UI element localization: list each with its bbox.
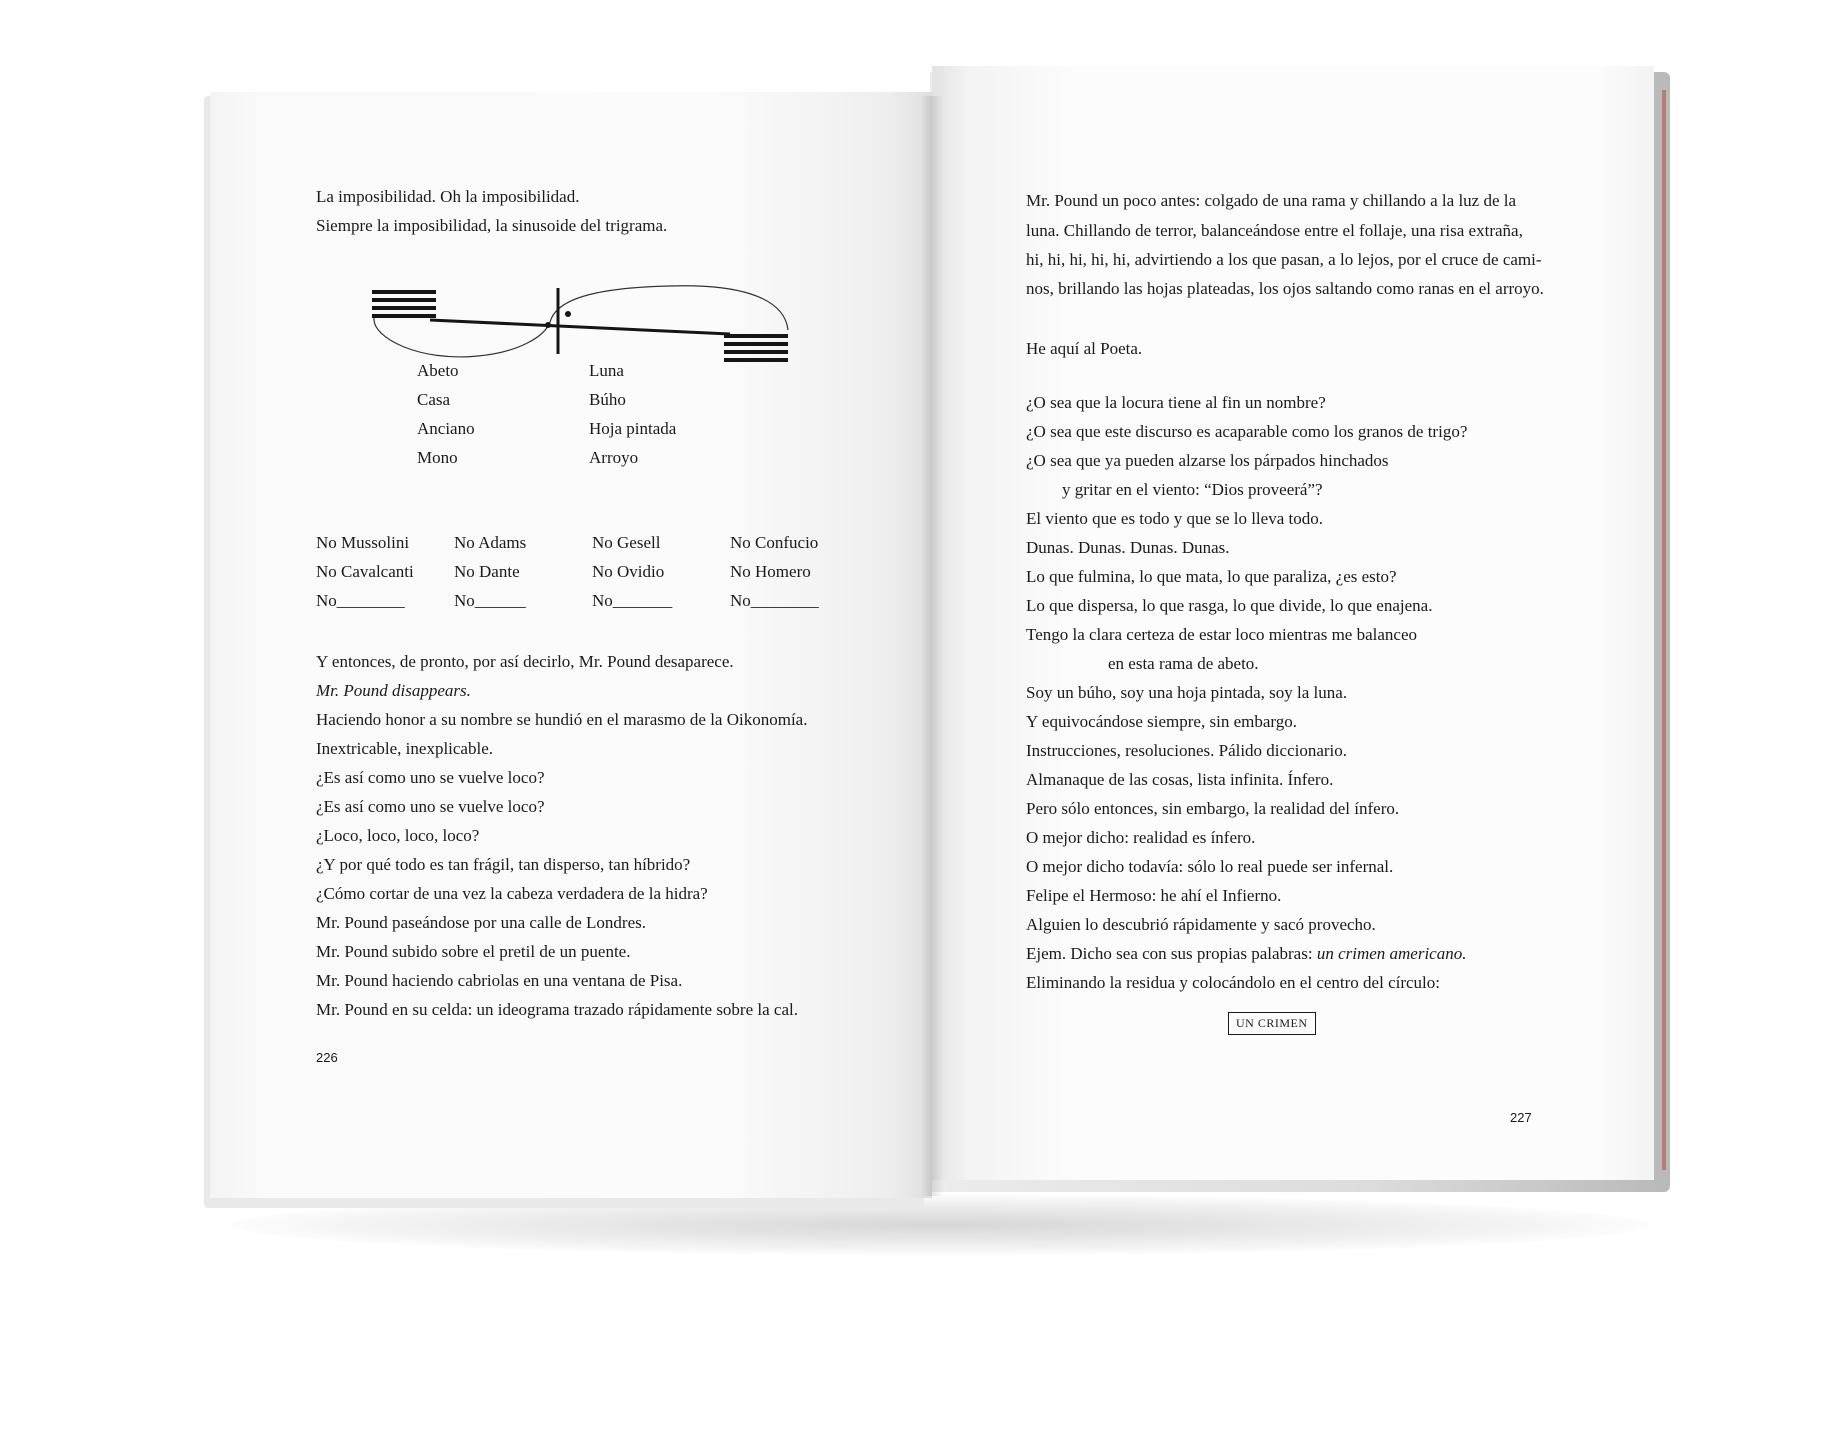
no-grid-cell: No Gesell	[592, 533, 661, 552]
body-line: El viento que es todo y que se lo lleva todo.	[1026, 509, 1323, 528]
no-grid-cell: No________	[316, 591, 405, 610]
word-list-item: Abeto	[417, 361, 459, 380]
trigram-right	[724, 334, 788, 362]
word-list-item: Búho	[589, 390, 626, 409]
trigram-left	[372, 290, 436, 318]
body-line: Mr. Pound subido sobre el pretil de un puente.	[316, 942, 631, 961]
body-line: Pero sólo entonces, sin embargo, la realidad del ínfero.	[1026, 799, 1400, 818]
body-line: ¿Cómo cortar de una vez la cabeza verdadera de la hidra?	[316, 884, 708, 903]
word-list-item: Luna	[589, 361, 624, 380]
body-line: Mr. Pound paseándose por una calle de Londres.	[316, 913, 646, 932]
body-line: Inextricable, inexplicable.	[316, 739, 493, 758]
intro-line: Siempre la imposibilidad, la sinusoide del trigrama.	[316, 216, 668, 235]
no-grid-cell: No Adams	[454, 533, 527, 552]
body-line-indented: y gritar en el viento: “Dios proveerá”?	[1062, 480, 1323, 499]
book-gutter	[920, 96, 944, 1196]
body-line: O mejor dicho: realidad es ínfero.	[1026, 828, 1256, 847]
right-page	[932, 66, 1654, 1180]
left-page	[210, 92, 932, 1198]
body-line: Eliminando la residua y colocándolo en el centro del círculo:	[1026, 973, 1440, 992]
body-line: Mr. Pound un poco antes: colgado de una rama y chillando a la luz de la	[1026, 191, 1517, 210]
no-grid-cell: No______	[454, 591, 526, 610]
body-line-indented: en esta rama de abeto.	[1108, 654, 1259, 673]
body-line: Lo que fulmina, lo que mata, lo que paraliza, ¿es esto?	[1026, 567, 1397, 586]
no-grid-cell: No________	[730, 591, 819, 610]
body-line: Y entonces, de pronto, por así decirlo, Mr. Pound desaparece.	[316, 652, 734, 671]
no-grid-cell: No Confucio	[730, 533, 819, 552]
boxed-label: UN CRIMEN	[1228, 1012, 1316, 1035]
word-list-item: Mono	[417, 448, 458, 467]
body-line: ¿O sea que ya pueden alzarse los párpados hinchados	[1026, 451, 1389, 470]
body-line: Mr. Pound haciendo cabriolas en una ventana de Pisa.	[316, 971, 683, 990]
no-grid-cell: No Cavalcanti	[316, 562, 414, 581]
word-list-item: Casa	[417, 390, 451, 409]
intro-line: La imposibilidad. Oh la imposibilidad.	[316, 187, 580, 206]
body-line: Instrucciones, resoluciones. Pálido diccionario.	[1026, 741, 1348, 760]
body-line: Soy un búho, soy una hoja pintada, soy la luna.	[1026, 683, 1348, 702]
body-line: Alguien lo descubrió rápidamente y sacó provecho.	[1026, 915, 1376, 934]
body-line: Tengo la clara certeza de estar loco mientras me balanceo	[1026, 625, 1418, 644]
body-line: nos, brillando las hojas plateadas, los ojos saltando como ranas en el arroyo.	[1026, 279, 1544, 298]
word-list-item: Arroyo	[589, 448, 639, 467]
word-list-item: Hoja pintada	[589, 419, 677, 438]
word-list-item: Anciano	[417, 419, 475, 438]
body-line: ¿Loco, loco, loco, loco?	[316, 826, 480, 845]
body-line: Mr. Pound en su celda: un ideograma trazado rápidamente sobre la cal.	[316, 1000, 798, 1019]
body-line: Haciendo honor a su nombre se hundió en el marasmo de la Oikonomía.	[316, 710, 808, 729]
no-grid-cell: No_______	[592, 591, 673, 610]
body-line: ¿Es así como uno se vuelve loco?	[316, 768, 545, 787]
body-line: luna. Chillando de terror, balanceándose entre el follaje, una risa extraña,	[1026, 221, 1523, 240]
body-line: ¿O sea que este discurso es acaparable como los granos de trigo?	[1026, 422, 1468, 441]
no-grid-cell: No Homero	[730, 562, 811, 581]
body-line-with-italic	[1026, 943, 1466, 965]
body-line: Mr. Pound disappears.	[316, 681, 471, 700]
body-line: O mejor dicho todavía: sólo lo real puede ser infernal.	[1026, 857, 1394, 876]
page-number-left: 226	[316, 1050, 338, 1065]
no-grid-cell: No Ovidio	[592, 562, 665, 581]
body-line: Felipe el Hermoso: he ahí el Infierno.	[1026, 886, 1282, 905]
book-cover-edge	[1662, 90, 1666, 1170]
body-line: Dunas. Dunas. Dunas. Dunas.	[1026, 538, 1230, 557]
axis-line	[430, 320, 730, 334]
ejem-italic: un crimen americano.	[1316, 944, 1467, 963]
page-number-right: 227	[1510, 1110, 1532, 1125]
body-line: Almanaque de las cosas, lista infinita. Ínfero.	[1026, 770, 1334, 789]
body-line: Y equivocándose siempre, sin embargo.	[1026, 712, 1297, 731]
body-line: ¿Y por qué todo es tan frágil, tan disperso, tan híbrido?	[316, 855, 691, 874]
ejem-prefix: Ejem. Dicho sea con sus propias palabras:	[1026, 944, 1317, 963]
body-line: ¿Es así como uno se vuelve loco?	[316, 797, 545, 816]
no-grid-cell: No Mussolini	[316, 533, 410, 552]
body-line: Lo que dispersa, lo que rasga, lo que divide, lo que enajena.	[1026, 596, 1433, 615]
body-line: ¿O sea que la locura tiene al fin un nombre?	[1026, 393, 1326, 412]
body-line: He aquí al Poeta.	[1026, 339, 1143, 358]
no-grid-cell: No Dante	[454, 562, 520, 581]
body-line: hi, hi, hi, hi, hi, advirtiendo a los que pasan, a lo lejos, por el cruce de cami-	[1026, 250, 1542, 269]
